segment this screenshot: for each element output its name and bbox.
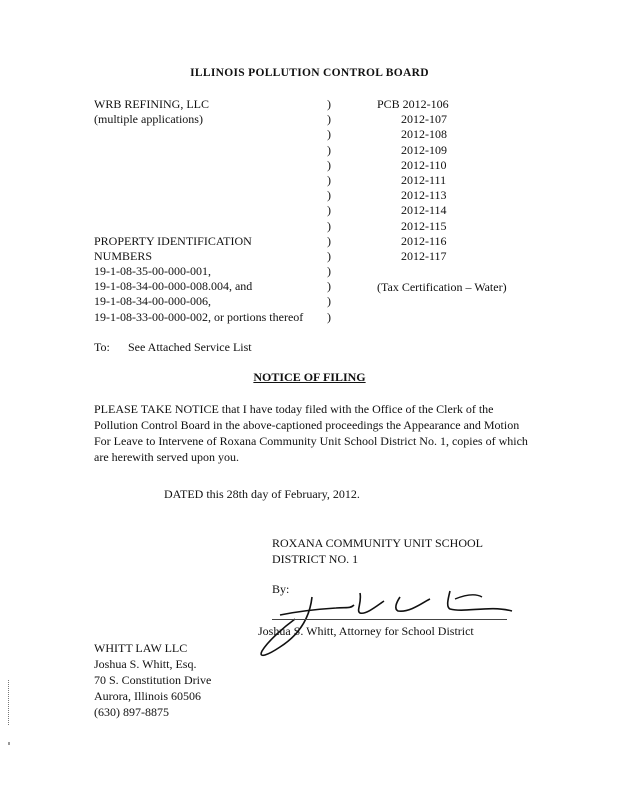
docket-number: 2012-109 xyxy=(401,142,447,157)
caption-line: WRB REFINING, LLC xyxy=(94,97,209,111)
firm-phone: (630) 897-8875 xyxy=(94,705,169,719)
caption-line xyxy=(94,158,303,173)
docket-number: 2012-114 xyxy=(401,203,447,218)
board-title: ILLINOIS POLLUTION CONTROL BOARD xyxy=(190,67,429,79)
docket-number: 2012-111 xyxy=(401,172,447,187)
tax-certification-label: (Tax Certification – Water) xyxy=(377,280,507,294)
signer-org-line1: ROXANA COMMUNITY UNIT SCHOOL xyxy=(272,536,484,550)
docket-number: 2012-117 xyxy=(401,248,447,263)
caption-line xyxy=(94,188,303,203)
notice-heading: NOTICE OF FILING xyxy=(253,370,366,384)
caption-party-block xyxy=(94,97,303,325)
firm-address-block xyxy=(94,640,211,720)
caption-line: (multiple applications) xyxy=(94,112,203,127)
firm-city: Aurora, Illinois 60506 xyxy=(94,689,201,703)
caption-paren: ) xyxy=(327,142,331,157)
caption-paren: ) xyxy=(327,112,331,127)
docket-number: 2012-108 xyxy=(401,127,447,142)
caption-paren: ) xyxy=(327,294,331,309)
firm-attorney: Joshua S. Whitt, Esq. xyxy=(94,657,197,671)
pcb-docket-first: PCB 2012-106 xyxy=(377,97,449,111)
caption-paren: ) xyxy=(327,97,331,111)
caption-paren: ) xyxy=(327,188,331,203)
to-line xyxy=(94,340,252,355)
caption-line: 19-1-08-34-00-000-006, xyxy=(94,294,211,309)
caption-paren: ) xyxy=(327,203,331,218)
caption-line xyxy=(94,127,303,142)
caption-paren: ) xyxy=(327,157,331,172)
docket-number: 2012-116 xyxy=(401,233,447,248)
signature-line xyxy=(272,619,507,620)
docket-number: 2012-115 xyxy=(401,218,447,233)
caption-line xyxy=(94,173,303,188)
caption-paren: ) xyxy=(327,264,331,279)
caption-line: NUMBERS xyxy=(94,248,153,263)
caption-line: PROPERTY IDENTIFICATION xyxy=(94,233,252,248)
docket-number: 2012-110 xyxy=(401,157,447,172)
caption-line: 19-1-08-33-00-000-002, or portions thereof xyxy=(94,309,304,324)
by-label: By: xyxy=(272,582,290,596)
signer-organization xyxy=(272,535,483,567)
caption-paren: ) xyxy=(327,309,331,324)
docket-number: 2012-107 xyxy=(401,112,447,127)
handwritten-signature xyxy=(250,575,520,670)
signer-org-line2: DISTRICT NO. 1 xyxy=(272,552,359,566)
caption-line: 19-1-08-35-00-000-001, xyxy=(94,264,211,279)
caption-paren: ) xyxy=(327,233,331,248)
caption-line xyxy=(94,203,303,218)
to-label: To: xyxy=(94,340,110,354)
caption-paren-column xyxy=(327,97,331,325)
notice-body: PLEASE TAKE NOTICE that I have today filed with the Office of the Clerk of the Pollution Control Board in the above-captioned proceedings the Appearance and Motion For Leave to Intervene of Roxana Community Unit School District No. 1, copies of which are herewith served upon you. xyxy=(94,402,528,464)
firm-street: 70 S. Constitution Drive xyxy=(94,673,212,687)
signature-name: Joshua S. Whitt, Attorney for School District xyxy=(258,624,474,638)
caption-paren: ) xyxy=(327,172,331,187)
firm-name: WHITT LAW LLC xyxy=(94,641,188,655)
margin-scan-dot xyxy=(8,742,10,745)
caption-line: 19-1-08-34-00-000-008.004, and xyxy=(94,279,253,294)
to-value: See Attached Service List xyxy=(128,340,252,354)
docket-number: 2012-113 xyxy=(401,188,447,203)
caption-paren: ) xyxy=(327,248,331,263)
docket-number-block xyxy=(377,97,449,263)
caption-paren: ) xyxy=(327,218,331,233)
caption-line xyxy=(94,143,303,158)
margin-scan-mark xyxy=(8,680,11,725)
caption-paren: ) xyxy=(327,279,331,294)
caption-paren: ) xyxy=(327,127,331,142)
caption-line xyxy=(94,219,303,234)
dated-line: DATED this 28th day of February, 2012. xyxy=(164,487,360,501)
